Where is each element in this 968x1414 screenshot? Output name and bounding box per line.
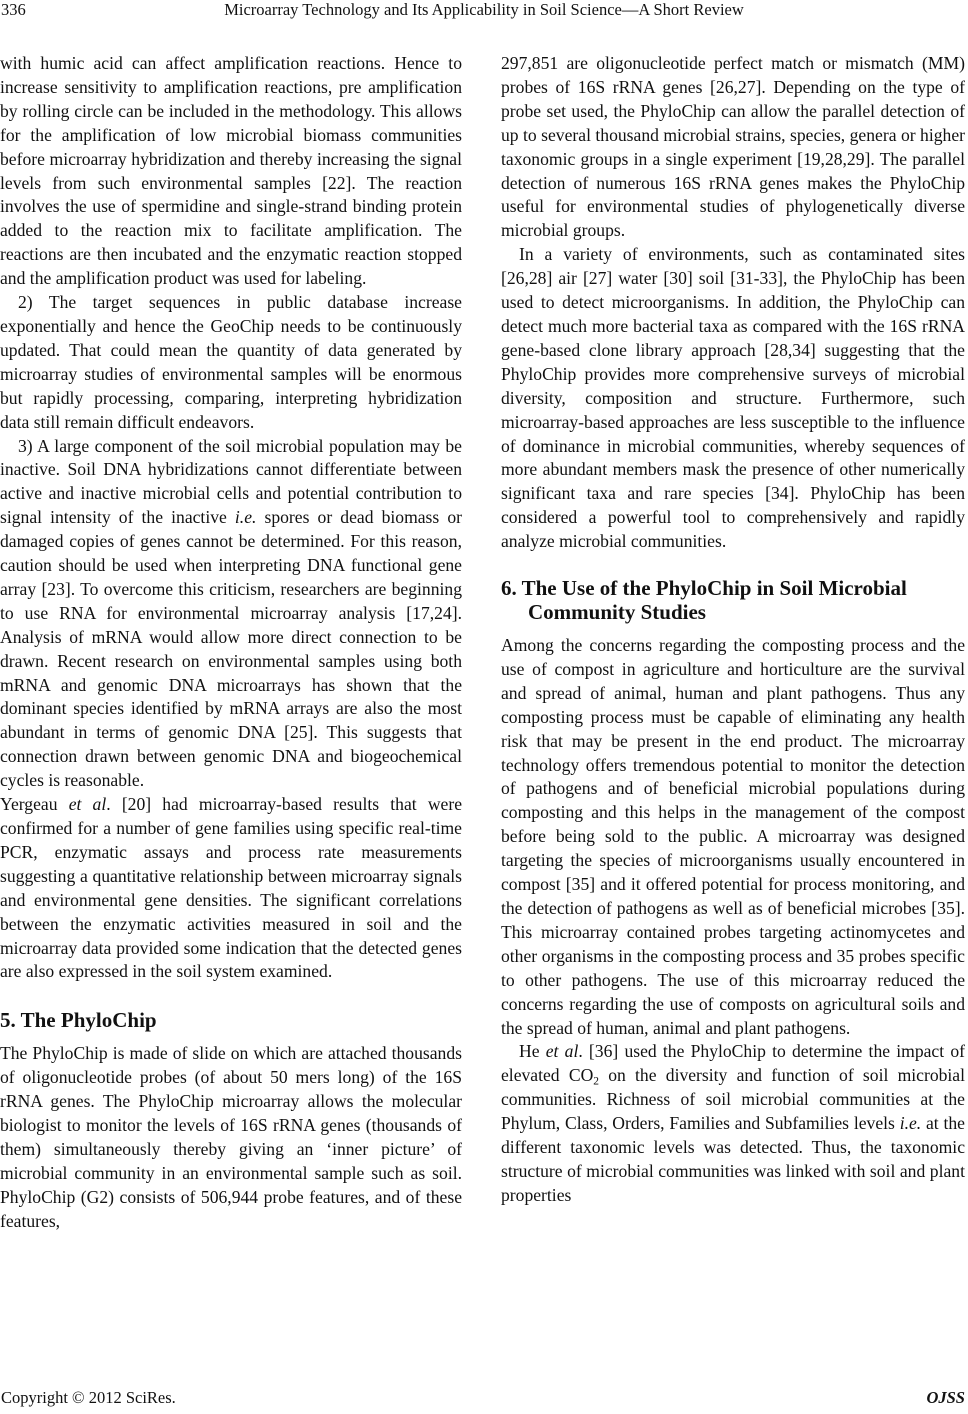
text-run: Yergeau [0, 794, 69, 815]
text-run: spores or dead biomass or damaged copies of genes cannot be determined. For this reason, caution should be used when interpreting DNA functional gene array [23]. To overcome this criticism, researchers are beginning to use RNA for environmental microarray analysis [17,24]. Analysis of mRNA would allow more direct connection to be drawn. Recent research on environmental samples using both mRNA and genomic DNA microarrays has shown that the dominant species identified by mRNA arrays are also the most abundant in terms of genomic DNA [25]. This suggests that connection drawn between genomic DNA and biogeochemical cycles is reasonable. [0, 507, 462, 791]
paragraph: Among the concerns regarding the composting process and the use of compost in agriculture and horticulture are the survival and spread of animal, human and plant pathogens. Thus any composting process must be capable of eliminating any health risk that may be present in the end product. The microarray technology offers tremendous potential to monitor the detection of pathogens and of beneficial microbial populations during composting and this helps in the management of the compost before being sold to the public. A microarray was designed targeting the species of microorganisms usually encountered in compost [35] and it offered potential for process monitoring, and the detection of pathogens as well as of beneficial microbes [35]. This microarray contained probes targeting actinomycetes and other organisms in the composting process and 35 probes specific to other pathogens. The use of this microarray reduced the concerns regarding the use of composts on agricultural soils and the spread of human, animal and plant pathogens. [501, 635, 965, 1038]
journal-abbrev: OJSS [926, 1388, 965, 1407]
left-column [0, 52, 462, 1234]
section-heading: 6. The Use of the PhyloChip in Soil Microbial Community Studies [501, 576, 907, 625]
paragraph [0, 435, 462, 794]
italic-abbrev: i.e. [234, 507, 257, 528]
right-column [501, 52, 965, 1208]
subscript: 2 [593, 1075, 599, 1088]
paragraph: 297,851 are oligonucleotide perfect match or mismatch (MM) probes of 16S rRNA genes [26,27]. Depending on the type of probe set used, the PhyloChip can allow the parallel detection of up to several thousand microbial strains, species, genera or higher taxonomic groups in a single experiment [19,28,29]. The parallel detection of numerous 16S rRNA genes makes the PhyloChip useful for environmental studies of phylogenetically diverse microbial groups. [501, 53, 965, 241]
running-title: Microarray Technology and Its Applicability in Soil Science—A Short Review [224, 0, 744, 19]
running-header [0, 0, 968, 24]
text-run: . [20] had microarray-based results that were confirmed for a number of gene families using specific real-time PCR, enzymatic assays and process rate measurements suggesting a quantitative relationship between microarray signals and environmental gene densities. The significant correlations between the enzymatic activities measured in soil and the microarray data provided some indication that the detected genes are also expressed in the soil system examined. [0, 794, 463, 982]
text-run: He [519, 1041, 546, 1062]
italic-abbrev: et al [545, 1041, 579, 1062]
page-number: 336 [1, 0, 26, 19]
section-heading: 5. The PhyloChip [0, 1008, 157, 1033]
paragraph: In a variety of environments, such as contaminated sites [26,28] air [27] water [30] soil [31-33], the PhyloChip has been used to detect microorganisms. In addition, the PhyloChip can detect much more bacterial taxa as compared with the 16S rRNA gene-based clone library approach [28,34] suggesting that the PhyloChip provides more comprehensive surveys of microbial diversity, composition and structure. Furthermore, such microarray-based approaches are less susceptible to the influence of dominance in microbial communities, whereby sequences of more abundant members mask the presence of other numerically significant taxa and rare species [34]. PhyloChip has been considered a powerful tool to comprehensively and rapidly analyze microbial communities. [501, 244, 965, 552]
italic-abbrev: et al [68, 794, 107, 815]
paragraph [0, 793, 462, 984]
paragraph: The PhyloChip is made of slide on which are attached thousands of oligonucleotide probes (of about 50 mers long) of the 16S rRNA genes. The PhyloChip microarray allows the molecular biologist to monitor the levels of 16S rRNA genes (thousands of them) simultaneously thereby giving an ‘inner picture’ of microbial community in an environmental sample such as soil. PhyloChip (G2) consists of 506,944 probe features, and of these features, [0, 1043, 462, 1231]
paragraph: with humic acid can affect amplification reactions. Hence to increase sensitivity to amplification reactions, pre amplification by rolling circle can be included in the methodology. This allows for the amplification of low microbial biomass communities before microarray hybridization and thereby increasing the signal levels from such environmental samples [22]. The reaction involves the use of spermidine and single-strand binding protein added to the reaction mix to facilitate amplification. The reactions are then incubated and the enzymatic reaction stopped and the amplification product was used for labeling. [0, 53, 462, 289]
page-footer [0, 1388, 968, 1412]
text-run: at the different taxonomic levels was detected. Thus, the taxonomic structure of microbial communities was linked with soil and plant properties [501, 1113, 965, 1205]
paragraph [501, 1040, 965, 1207]
text-run: on the diversity and function of soil microbial communities. Richness of soil microbial communities at the Phylum, Class, Orders, Families and Subfamilies levels [501, 1065, 965, 1134]
copyright-notice: Copyright © 2012 SciRes. [1, 1388, 176, 1407]
text-run: . [36] used the PhyloChip to determine the impact of elevated CO [501, 1041, 965, 1086]
paragraph: 2) The target sequences in public database increase exponentially and hence the GeoChip needs to be continuously updated. That could mean the quantity of data generated by microarray studies of environmental samples will be enormous but rapidly processing, comparing, interpreting hybridization data still remain difficult endeavors. [0, 292, 462, 432]
text-run: 3) A large component of the soil microbial population may be inactive. Soil DNA hybridizations cannot differentiate between active and inactive microbial cells and potential contribution to signal intensity of the inactive [0, 435, 462, 528]
italic-abbrev: i.e. [899, 1113, 922, 1134]
